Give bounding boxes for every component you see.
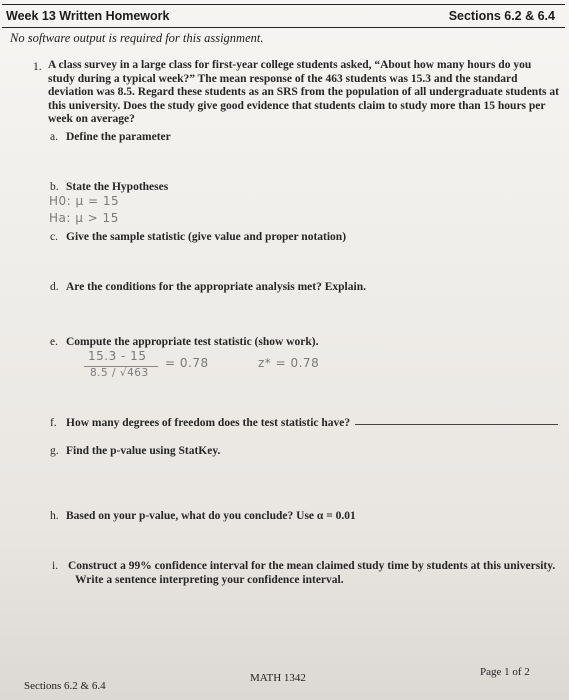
- part-b: [50, 181, 168, 193]
- handwritten-result: = 0.78: [165, 356, 209, 370]
- part-i: [52, 560, 555, 572]
- part-a-label: a.: [50, 131, 58, 143]
- question-1-prompt: [48, 59, 559, 127]
- part-b-label: b.: [50, 181, 59, 193]
- fraction-denominator: 8.5 / √463: [90, 367, 149, 379]
- question-number: 1.: [33, 61, 42, 73]
- part-c: [50, 231, 346, 243]
- prompt-line: this university. Does the study give good evidence that students claim to study more than 15 hours per: [48, 99, 546, 112]
- assignment-note: No software output is required for this assignment.: [10, 31, 264, 45]
- part-f-text: How many degrees of freedom does the test statistic have?: [66, 417, 351, 429]
- part-f: [50, 417, 350, 429]
- part-e-text: Compute the appropriate test statistic (show work).: [66, 336, 319, 348]
- handwritten-z-answer: z* = 0.78: [258, 356, 320, 370]
- header-bottom-rule: [2, 27, 565, 28]
- part-f-label: f.: [50, 417, 57, 429]
- part-i-label: i.: [52, 560, 59, 572]
- footer-page-number: Page 1 of 2: [480, 666, 530, 678]
- handwritten-null-hypothesis: H0: μ = 15: [49, 194, 120, 208]
- part-a: [50, 131, 171, 143]
- prompt-line: week on average?: [48, 113, 135, 125]
- prompt-line: A class survey in a large class for first-year college students asked, “About how many hours do you: [48, 59, 532, 71]
- degrees-of-freedom-answer-line: [355, 424, 558, 425]
- part-d: [50, 281, 366, 293]
- part-e-label: e.: [50, 336, 58, 348]
- footer-course: MATH 1342: [250, 672, 306, 684]
- part-g: [50, 445, 220, 457]
- part-d-label: d.: [50, 281, 59, 293]
- part-c-text: Give the sample statistic (give value and proper notation): [66, 231, 347, 243]
- footer-sections: Sections 6.2 & 6.4: [24, 680, 106, 692]
- fraction-numerator: 15.3 - 15: [88, 349, 147, 363]
- part-a-text: Define the parameter: [66, 131, 171, 143]
- part-e: [50, 336, 318, 348]
- part-h-text: Based on your p-value, what do you conclude? Use α = 0.01: [66, 510, 356, 522]
- part-h-label: h.: [50, 510, 59, 522]
- part-h: [50, 510, 356, 522]
- part-i-text-line2: Write a sentence interpreting your confidence interval.: [75, 574, 344, 586]
- handwritten-alternative-hypothesis: Ha: μ > 15: [49, 211, 119, 225]
- prompt-line: study during a typical week?” The mean response of the 463 students was 15.3 and the standard: [48, 72, 518, 85]
- part-c-label: c.: [50, 231, 58, 243]
- part-d-text: Are the conditions for the appropriate analysis met? Explain.: [66, 281, 366, 293]
- header-top-rule: [2, 4, 565, 5]
- part-g-label: g.: [50, 445, 59, 457]
- header-title: Week 13 Written Homework: [6, 9, 170, 23]
- prompt-line: deviation was 8.5. Regard these students as an SRS from the population of all undergraduate students at: [48, 86, 559, 98]
- part-b-text: State the Hypotheses: [66, 181, 169, 193]
- part-g-text: Find the p-value using StatKey.: [66, 445, 221, 457]
- part-i-text-line1: Construct a 99% confidence interval for the mean claimed study time by students at this university.: [68, 560, 556, 572]
- header-sections: Sections 6.2 & 6.4: [448, 9, 555, 23]
